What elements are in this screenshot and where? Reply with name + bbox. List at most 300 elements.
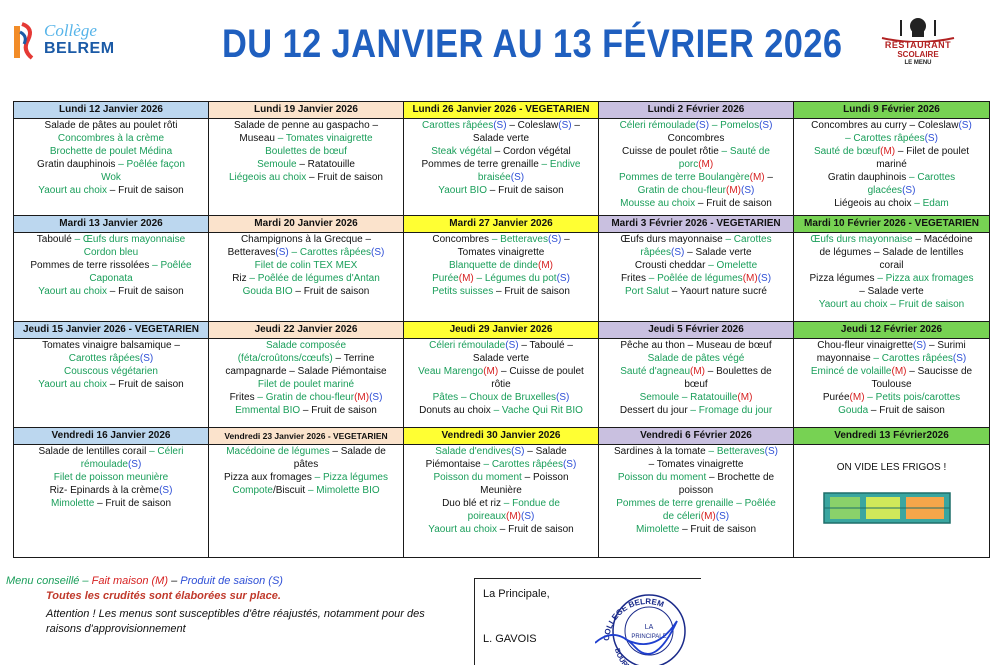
menu-item-text: Boulettes de bœuf (265, 146, 347, 157)
menu-item-text: – Salade de (329, 446, 386, 457)
menu-item-text: (M) (698, 159, 714, 170)
menu-item-text: Pommes de terre rissolées (30, 260, 150, 271)
menu-item-text: (féta/croûtons/cœufs) (237, 353, 333, 364)
menu-item-text: (S) (556, 392, 570, 403)
menu-item-text: Salade de penne au gaspacho (233, 120, 370, 131)
menu-item-text: Poisson du moment (617, 472, 707, 483)
menu-line (794, 339, 989, 352)
menu-item-text: Salade verte (472, 133, 530, 144)
menu-line (14, 378, 208, 391)
menu-row (14, 339, 990, 428)
menu-item-text: – Yaourt nature sucré (668, 286, 767, 297)
menu-line (14, 119, 208, 132)
menu-line (404, 132, 598, 145)
menu-item-text: rémoulade (80, 459, 128, 470)
menu-item-text: Yaourt au choix (38, 185, 108, 196)
menu-item-text: Port Salut (625, 286, 669, 297)
menu-line (14, 445, 208, 458)
menu-item-text: (S) (741, 185, 755, 196)
menu-cell (404, 119, 599, 216)
menu-line (14, 484, 208, 497)
menu-item-text: Filet de colin TEX MEX (254, 260, 358, 271)
menu-line (209, 285, 403, 298)
menu-line (209, 378, 403, 391)
menu-cell (794, 119, 990, 216)
menu-item-text: Semoule (257, 159, 297, 170)
menu-line (14, 272, 208, 285)
menu-item-text: Wok (101, 172, 121, 183)
menu-item-text: – Fromage du jour (687, 405, 773, 416)
menu-item-text: Duo blé et riz (442, 498, 501, 509)
menu-line (599, 352, 793, 365)
menu-item-text: (S) (556, 273, 570, 284)
day-header: Lundi 9 Février 2026 (794, 102, 990, 119)
menu-line (599, 233, 793, 246)
menu-item-text: Pommes de terre grenaille (421, 159, 539, 170)
menu-item-text: poisson (678, 485, 714, 496)
school-logo-icon (14, 22, 36, 60)
menu-item-text: (S) (670, 247, 685, 258)
menu-line (209, 365, 403, 378)
menu-cell (209, 233, 404, 322)
menu-line (599, 197, 793, 210)
menu-item-text: – Fruit de saison (487, 185, 564, 196)
menu-line (404, 365, 598, 378)
menu-line (404, 272, 598, 285)
signature-box (474, 578, 701, 665)
menu-line (404, 471, 598, 484)
menu-item-text: Emincé de volaille (810, 366, 892, 377)
day-header: Vendredi 23 Janvier 2026 - VEGETARIEN (209, 428, 404, 445)
menu-item-text: Crousti cheddar (634, 260, 706, 271)
legend (6, 575, 283, 587)
menu-item-text: (S) (912, 340, 927, 351)
menu-line (209, 391, 403, 404)
day-header: Lundi 19 Janvier 2026 (209, 102, 404, 119)
menu-item-text: – Fruit de saison (107, 185, 184, 196)
stamp-bottom-text: BOUR (612, 647, 629, 665)
menu-item-text: Frites (229, 392, 255, 403)
menu-line (794, 184, 989, 197)
menu-item-text: – Poêlée façon (115, 159, 185, 170)
stamp-top-text: COLLEGE BELREM (601, 596, 666, 642)
menu-item-text: Riz (232, 273, 247, 284)
menu-item-text: Salade de pâtes végé (647, 353, 745, 364)
menu-line (14, 471, 208, 484)
menu-item-text: (S) (924, 133, 938, 144)
menu-item-text: /Biscuit (272, 485, 306, 496)
menu-item-text: – Museau de bœuf (684, 340, 772, 351)
menu-item-text: (S) (139, 353, 154, 364)
menu-line (209, 484, 403, 497)
menu-item-text: Blanquette de dinde (449, 260, 538, 271)
menu-item-text: (S) (159, 485, 173, 496)
menu-line (794, 391, 989, 404)
menu-item-text: Steak végétal (431, 146, 492, 157)
menu-item-text: Caponata (89, 273, 133, 284)
menu-line (404, 158, 598, 171)
menu-line (404, 445, 598, 458)
menu-item-text: Yaourt au choix (38, 286, 108, 297)
menu-item-text: Sauté de bœuf (813, 146, 881, 157)
menu-item-text: Yaourt BIO (438, 185, 487, 196)
menu-item-text: rôtie (491, 379, 511, 390)
menu-item-text: – Coleslaw (906, 120, 959, 131)
menu-item-text: (S) (369, 392, 383, 403)
menu-line (794, 233, 989, 246)
menu-item-text: Veau Marengo (418, 366, 484, 377)
menu-item-text: Concombres au curry (811, 120, 907, 131)
menu-item-text: glacées (867, 185, 903, 196)
menu-line (14, 158, 208, 171)
menu-line (599, 523, 793, 536)
menu-item-text: – Surimi (926, 340, 966, 351)
menu-line (209, 404, 403, 417)
menu-line (599, 458, 793, 471)
menu-item-text: – Ratatouille (296, 159, 355, 170)
menu-item-text: râpées (640, 247, 671, 258)
menu-line (794, 197, 989, 210)
menu-line (14, 132, 208, 145)
menu-line (599, 158, 793, 171)
menu-row (14, 233, 990, 322)
menu-line (209, 352, 403, 365)
menu-line (404, 352, 598, 365)
menu-line (404, 378, 598, 391)
menu-item-text: (M) (537, 260, 553, 271)
menu-item-text: – Salade Piémontaise (286, 366, 387, 377)
menu-item-text: Semoule (639, 392, 680, 403)
menu-item-text: braisée (477, 172, 511, 183)
menu-item-text: Poisson du moment (433, 472, 522, 483)
menu-item-text: – Coleslaw (506, 120, 559, 131)
day-header: Jeudi 12 Février 2026 (794, 322, 990, 339)
menu-item-text: – Betteraves (705, 446, 765, 457)
menu-line (404, 184, 598, 197)
menu-item-text: porc (678, 159, 699, 170)
menu-item-text: Taboulé (36, 234, 72, 245)
menu-item-text: mariné (876, 159, 907, 170)
menu-line (794, 171, 989, 184)
menu-item-text: Purée (822, 392, 850, 403)
menu-item-text: Macédoine de légumes (226, 446, 330, 457)
menu-item-text: – Fruit de saison (300, 405, 377, 416)
menu-item-text: (S) (764, 446, 778, 457)
menu-item-text: Tomates vinaigrette (457, 247, 545, 258)
day-header-row (14, 428, 990, 445)
menu-item-text: Riz (49, 485, 65, 496)
menu-line (599, 246, 793, 259)
menu-item-text: Tomates vinaigre balsamique (42, 340, 172, 351)
menu-line (599, 404, 793, 417)
menu-item-text: Concombres (667, 133, 725, 144)
menu-item-text: – Saucisse de (906, 366, 973, 377)
menu-item-text: Yaourt au choix (818, 299, 888, 310)
menu-item-text: (M) (690, 366, 706, 377)
menu-item-text: (M) (700, 511, 716, 522)
menu-line (209, 171, 403, 184)
menu-item-text: Frites (620, 273, 646, 284)
menu-line (794, 158, 989, 171)
menu-item-text: – Tomates vinaigrette (274, 133, 373, 144)
restaurant-logo-line3: LE MENU (904, 60, 932, 66)
menu-item-text: Sardines à la tomate (614, 446, 706, 457)
menu-line (599, 132, 793, 145)
menu-item-text: Liégeois au choix (834, 198, 912, 209)
menu-item-text: (S) (521, 511, 535, 522)
menu-item-text: Gratin dauphinois (827, 172, 907, 183)
menu-item-text: – Vache Qui Rit BIO (490, 405, 583, 416)
menu-item-text: – Fruit de saison (497, 524, 574, 535)
menu-item-text: (M) (506, 511, 521, 522)
menu-item-text: Liégeois au choix (229, 172, 307, 183)
menu-line (794, 365, 989, 378)
menu-line (599, 145, 793, 158)
day-header: Vendredi 16 Janvier 2026 (14, 428, 209, 445)
menu-item-text: Salade composée (265, 340, 347, 351)
legend-separator-2: – (168, 575, 181, 587)
menu-cell (599, 339, 794, 428)
day-header: Jeudi 22 Janvier 2026 (209, 322, 404, 339)
menu-line (14, 497, 208, 510)
restaurant-logo-line2: SCOLAIRE (897, 50, 939, 59)
menu-item-text: Mimolette (635, 524, 680, 535)
menu-item-text: – Macédoine (912, 234, 973, 245)
menu-item-text: Concombres à la crème (57, 133, 165, 144)
menu-item-text: Pommes de terre Boulangère (619, 172, 750, 183)
menu-item-text: – Poêlée (149, 260, 192, 271)
menu-item-text: (M) (726, 185, 742, 196)
menu-cell (794, 445, 990, 558)
menu-line (404, 404, 598, 417)
menu-item-text: Compote (232, 485, 273, 496)
menu-item-text: Salade de pâtes au poulet rôti (44, 120, 178, 131)
menu-line (14, 365, 208, 378)
menu-item-text: (S) (757, 273, 772, 284)
menu-line (209, 259, 403, 272)
menu-item-text: Filet de poulet mariné (257, 379, 355, 390)
menu-line (14, 339, 208, 352)
menu-item-text: Céleri rémoulade (429, 340, 506, 351)
menu-item-text: (S) (505, 340, 519, 351)
menu-item-text: Piémontaise (425, 459, 481, 470)
signature-name: L. GAVOIS (483, 633, 537, 645)
note-crudites: Toutes les crudités sont élaborées sur place. (46, 590, 281, 602)
menu-item-text: – Tomates vinaigrette (648, 459, 744, 470)
menu-item-text: Gouda BIO (242, 286, 293, 297)
menu-line (794, 378, 989, 391)
menu-cell (794, 233, 990, 322)
menu-line (794, 285, 989, 298)
vacation-notice (794, 461, 989, 557)
menu-item-text: (M) (742, 273, 758, 284)
menu-item-text: Filet de poisson meunière (53, 472, 169, 483)
menu-item-text: – Salade verte (684, 247, 752, 258)
menu-line (14, 171, 208, 184)
menu-item-text: (S) (558, 120, 572, 131)
menu-item-text: – Céleri (146, 446, 184, 457)
menu-line (404, 233, 598, 246)
menu-item-text: – Fruit de saison (292, 286, 370, 297)
menu-cell (599, 233, 794, 322)
menu-line (404, 145, 598, 158)
menu-line (209, 233, 403, 246)
menu-cell (14, 119, 209, 216)
menu-line (14, 285, 208, 298)
menu-item-text: – Fruit de saison (887, 299, 965, 310)
open-fridge-icon (822, 491, 952, 525)
menu-item-text: Museau (239, 133, 275, 144)
menu-item-text: (S) (902, 185, 916, 196)
menu-item-text: bœuf (684, 379, 708, 390)
menu-item-text: – Edam (911, 198, 949, 209)
menu-item-text: – (564, 340, 573, 351)
menu-line (599, 119, 793, 132)
menu-item-text: – Carottes (906, 172, 956, 183)
menu-item-text: – Salade (524, 446, 567, 457)
menu-item-text: (M) (849, 392, 865, 403)
menu-item-text: Œufs durs mayonnaise (620, 234, 723, 245)
menu-line (404, 246, 598, 259)
menu-line (599, 339, 793, 352)
menu-item-text: Mimolette (50, 498, 95, 509)
menu-item-text: Gouda (838, 405, 869, 416)
menu-line (14, 352, 208, 365)
menu-line (209, 132, 403, 145)
menu-item-text: Petits suisses (432, 286, 494, 297)
menu-item-text: – Œufs durs mayonnaise (71, 234, 186, 245)
menu-line (599, 171, 793, 184)
menu-line (404, 510, 598, 523)
menu-item-text: corail (879, 260, 904, 271)
menu-cell (599, 445, 794, 558)
menu-line (404, 458, 598, 471)
menu-line (209, 145, 403, 158)
menu-item-text: – Salade de lentilles (871, 247, 964, 258)
menu-item-text: – Poisson (521, 472, 569, 483)
menu-cell (14, 339, 209, 428)
stamp-mid-line2: PRINCIPALE (631, 634, 667, 640)
menu-item-text: (M) (880, 146, 896, 157)
menu-line (794, 259, 989, 272)
menu-item-text: – Carottes (722, 234, 772, 245)
menu-line (794, 352, 989, 365)
menu-item-text: – (369, 120, 379, 131)
chef-hat-icon (876, 16, 960, 42)
menu-item-text: de céleri (662, 511, 701, 522)
menu-line (14, 145, 208, 158)
menu-item-text: Couscous végétarien (64, 366, 158, 377)
day-header: Vendredi 6 Février 2026 (599, 428, 794, 445)
menu-item-text: – Poêlée de légumes d'Antan (246, 273, 380, 284)
menu-item-text: – Boulettes de (705, 366, 772, 377)
menu-cell (209, 445, 404, 558)
menu-item-text: Gratin de chou-fleur (637, 185, 727, 196)
menu-item-text: – Fruit de saison (107, 379, 184, 390)
day-header-row (14, 216, 990, 233)
menu-item-text: Céleri rémoulade (619, 120, 696, 131)
menu-item-text: – (362, 234, 372, 245)
menu-line (404, 497, 598, 510)
day-header: Jeudi 15 Janvier 2026 - VEGETARIEN (14, 322, 209, 339)
menu-line (14, 259, 208, 272)
menu-item-text: – Petits pois/carottes (864, 392, 961, 403)
menu-line (599, 445, 793, 458)
menu-line (209, 471, 403, 484)
menu-item-text: – Taboulé (518, 340, 565, 351)
menu-item-text: campagnarde (225, 366, 287, 377)
menu-line (209, 339, 403, 352)
day-header-row (14, 322, 990, 339)
menu-item-text: – (171, 340, 180, 351)
menu-item-text: (S) (715, 511, 730, 522)
school-logo-line2: BELREM (44, 40, 115, 57)
menu-item-text: (S) (958, 120, 972, 131)
menu-item-text: – Pomelos (709, 120, 760, 131)
menu-line (404, 484, 598, 497)
menu-item-text: Purée (432, 273, 459, 284)
stamp-mid-line1: LA (644, 624, 654, 631)
menu-item-text: (S) (371, 247, 385, 258)
menu-item-text: – Fondue de (500, 498, 560, 509)
note-attention: Attention ! Les menus sont susceptibles d'être réajustés, notamment pour des raisons d'approvisionnement (46, 608, 425, 635)
menu-item-text: – (764, 172, 773, 183)
menu-line (404, 285, 598, 298)
menu-line (794, 119, 989, 132)
menu-item-text: – Endive (538, 159, 581, 170)
day-header: Mardi 13 Janvier 2026 (14, 216, 209, 233)
menu-item-text: Pizza légumes (809, 273, 875, 284)
menu-item-text: - Epinards à la crème (64, 485, 160, 496)
menu-line (404, 259, 598, 272)
menu-item-text: – Mimolette BIO (305, 485, 380, 496)
menu-item-text: (M) (737, 392, 753, 403)
menu-item-text: Gratin dauphinois (37, 159, 116, 170)
menu-item-text: poireaux (467, 511, 506, 522)
menu-item-text: (S) (510, 172, 525, 183)
menu-item-text: Pommes de terre grenaille (616, 498, 734, 509)
menu-item-text: Sauté d'agneau (620, 366, 691, 377)
menu-line (404, 523, 598, 536)
menu-item-text: Betteraves (227, 247, 276, 258)
school-stamp (595, 585, 695, 665)
menu-cell (14, 445, 209, 558)
menu-line (794, 145, 989, 158)
menu-row (14, 119, 990, 216)
menu-item-text: (S) (759, 120, 773, 131)
menu-item-text: – Choux de Bruxelles (458, 392, 557, 403)
menu-item-text: Cuisse de poulet rôtie (622, 146, 719, 157)
menu-item-text: (S) (952, 353, 967, 364)
menu-item-text: (S) (695, 120, 710, 131)
menu-line (209, 119, 403, 132)
day-header-row (14, 102, 990, 119)
day-header: Jeudi 29 Janvier 2026 (404, 322, 599, 339)
menu-line (14, 458, 208, 471)
menu-item-text: Toulouse (871, 379, 912, 390)
menu-line (209, 246, 403, 259)
menu-item-text: – Pizza aux fromages (874, 273, 974, 284)
menu-line (209, 158, 403, 171)
menu-item-text: – Fruit de saison (695, 198, 772, 209)
menu-item-text: – Poêlée de légumes (645, 273, 743, 284)
day-header: Mardi 27 Janvier 2026 (404, 216, 599, 233)
menu-item-text: (S) (562, 459, 577, 470)
menu-line (794, 246, 989, 259)
menu-item-text: de légumes (819, 247, 872, 258)
menu-item-text: – Carottes râpées (288, 247, 372, 258)
restaurant-logo (876, 16, 960, 74)
